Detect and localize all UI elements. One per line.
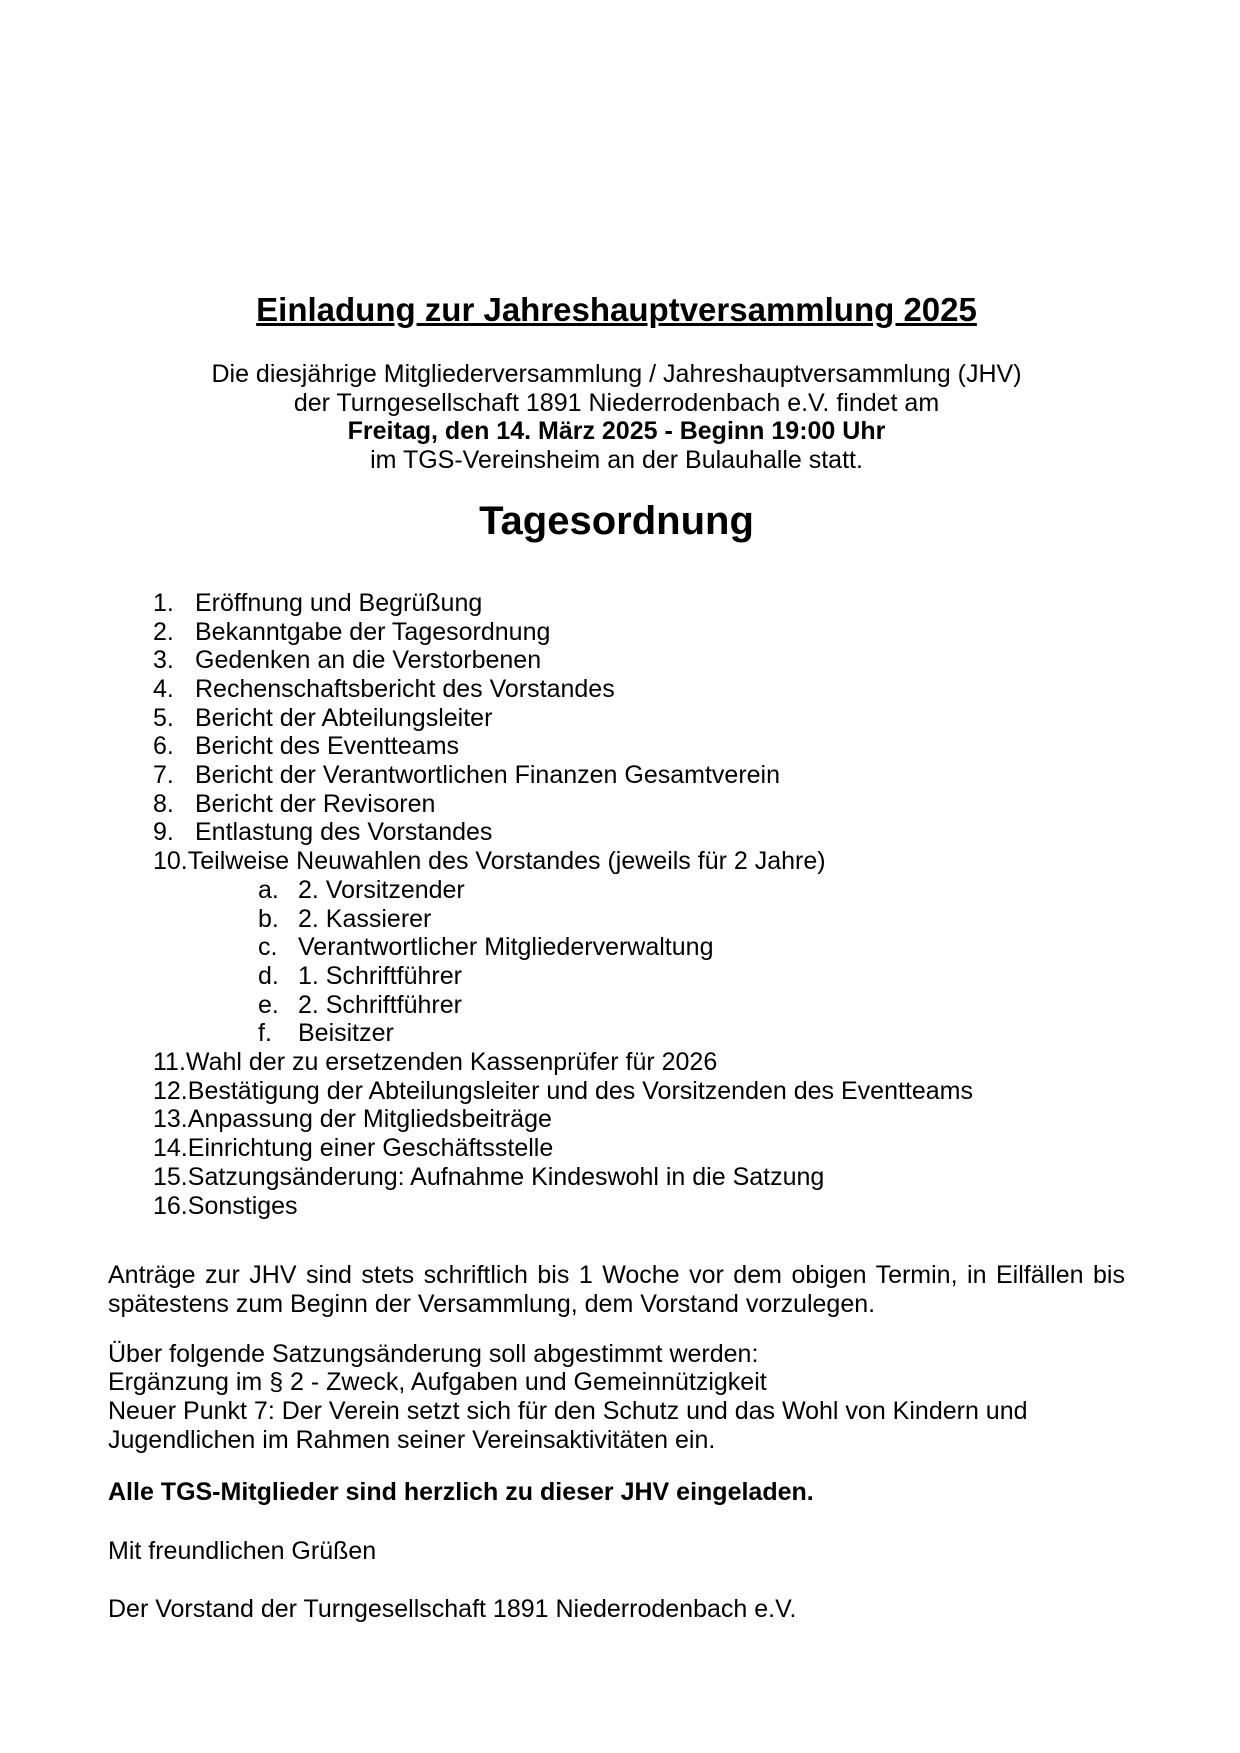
agenda-item xyxy=(108,675,1125,704)
agenda-item-text: Bericht der Revisoren xyxy=(195,789,436,818)
agenda-subitem-letter: e. xyxy=(258,990,279,1019)
agenda-item-number: 1. xyxy=(153,588,174,617)
agenda-item xyxy=(108,589,1125,618)
agenda-item-text: Wahl der zu ersetzenden Kassenprüfer für 2026 xyxy=(185,1048,718,1077)
agenda-subitem xyxy=(108,1019,1125,1048)
agenda-item-number: 10. xyxy=(153,847,188,876)
agenda-subitem-letter: d. xyxy=(258,961,279,990)
agenda-item-text: Satzungsänderung: Aufnahme Kindeswohl in die Satzung xyxy=(187,1162,825,1191)
agenda-item xyxy=(108,704,1125,733)
agenda-item-number: 15. xyxy=(153,1162,188,1191)
agenda-item xyxy=(108,1192,1125,1221)
paragraph-invitation: Alle TGS-Mitglieder sind herzlich zu dieser JHV eingeladen. xyxy=(108,1477,814,1506)
agenda-item xyxy=(108,761,1125,790)
agenda-subitem xyxy=(108,991,1125,1020)
agenda-item-number: 11. xyxy=(153,1048,186,1077)
agenda-item-number: 8. xyxy=(153,789,174,818)
agenda-item-text: Bekanntgabe der Tagesordnung xyxy=(195,617,551,646)
agenda-item xyxy=(108,1134,1125,1163)
agenda-item xyxy=(108,1077,1125,1106)
agenda-subitem xyxy=(108,962,1125,991)
satzung-line-3: Neuer Punkt 7: Der Verein setzt sich für den Schutz und das Wohl von Kindern und Jugendlichen im Rahmen seiner Vereinsaktivitäten ein. xyxy=(108,1397,1028,1454)
agenda-item-number: 3. xyxy=(153,646,174,675)
agenda-item-text: Einrichtung einer Geschäftsstelle xyxy=(187,1134,554,1163)
intro-line-location: im TGS-Vereinsheim an der Bulauhalle statt. xyxy=(370,446,863,475)
agenda-item-number: 7. xyxy=(153,761,174,790)
agenda-subitem-text: Verantwortlicher Mitgliederverwaltung xyxy=(298,933,714,962)
agenda-subitem-text: 2. Vorsitzender xyxy=(298,875,465,904)
agenda-item xyxy=(108,1048,1125,1077)
agenda-item xyxy=(108,818,1125,847)
agenda-item xyxy=(108,646,1125,675)
satzung-line-1: Über folgende Satzungsänderung soll abgestimmt werden: xyxy=(108,1339,759,1368)
agenda-heading: Tagesordnung xyxy=(479,498,754,543)
intro-block xyxy=(108,360,1125,475)
agenda-item-number: 9. xyxy=(153,818,174,847)
intro-line-1: Die diesjährige Mitgliederversammlung / Jahreshauptversammlung (JHV) xyxy=(211,360,1022,388)
agenda-item-number: 5. xyxy=(153,703,174,732)
paragraph-satzungsaenderung xyxy=(108,1340,1125,1455)
agenda-item-text: Anpassung der Mitgliedsbeiträge xyxy=(187,1105,552,1134)
agenda-subitem-text: 2. Kassierer xyxy=(298,904,432,933)
agenda-item-number: 14. xyxy=(153,1134,188,1163)
agenda-item-text: Bericht des Eventteams xyxy=(195,732,460,761)
agenda-item-text: Bestätigung der Abteilungsleiter und des Vorsitzenden des Eventteams xyxy=(187,1076,973,1105)
satzung-line-2: Ergänzung im § 2 - Zweck, Aufgaben und Gemeinnützigkeit xyxy=(108,1368,767,1397)
agenda-item xyxy=(108,1105,1125,1134)
agenda-item-text: Teilweise Neuwahlen des Vorstandes (jeweils für 2 Jahre) xyxy=(187,847,826,876)
intro-line-date: Freitag, den 14. März 2025 - Beginn 19:00 Uhr xyxy=(347,417,886,446)
agenda-item-number: 2. xyxy=(153,617,174,646)
agenda-subitem xyxy=(108,933,1125,962)
paragraph-antraege: Anträge zur JHV sind stets schriftlich bis 1 Woche vor dem obigen Termin, in Eilfällen bis spätestens zum Beginn der Versammlung, dem Vorstand vorzulegen. xyxy=(108,1261,1125,1318)
agenda-item xyxy=(108,618,1125,647)
agenda-item-number: 13. xyxy=(153,1105,188,1134)
agenda-subitem-text: Beisitzer xyxy=(298,1019,394,1048)
agenda-item-text: Bericht der Abteilungsleiter xyxy=(195,703,493,732)
agenda-item-text: Entlastung des Vorstandes xyxy=(195,818,493,847)
agenda-item-number: 6. xyxy=(153,732,174,761)
agenda-subitem-letter: c. xyxy=(258,933,278,962)
agenda-subitem-text: 1. Schriftführer xyxy=(298,961,462,990)
intro-line-2: der Turngesellschaft 1891 Niederrodenbach e.V. findet am xyxy=(293,388,940,417)
agenda-item-number: 4. xyxy=(153,674,174,703)
agenda-item-text: Gedenken an die Verstorbenen xyxy=(195,646,542,675)
agenda-subitem xyxy=(108,905,1125,934)
agenda-item-text: Bericht der Verantwortlichen Finanzen Gesamtverein xyxy=(195,761,781,790)
agenda-item xyxy=(108,847,1125,876)
agenda-item-number: 12. xyxy=(153,1076,188,1105)
agenda-item xyxy=(108,790,1125,819)
agenda-subitem-letter: a. xyxy=(258,875,279,904)
agenda-item-text: Eröffnung und Begrüßung xyxy=(195,588,483,617)
paragraph-closing: Mit freundlichen Grüßen xyxy=(108,1537,377,1566)
agenda-subitem-letter: b. xyxy=(258,904,279,933)
agenda-item xyxy=(108,1163,1125,1192)
agenda-subitem-text: 2. Schriftführer xyxy=(298,990,462,1019)
agenda-subitem xyxy=(108,876,1125,905)
agenda-item xyxy=(108,732,1125,761)
agenda-item-number: 16. xyxy=(153,1191,188,1220)
agenda-item-text: Sonstiges xyxy=(187,1191,298,1220)
document-title: Einladung zur Jahreshauptversammlung 2025 xyxy=(256,291,977,328)
agenda-subitem-letter: f. xyxy=(258,1019,272,1048)
paragraph-signature: Der Vorstand der Turngesellschaft 1891 Niederrodenbach e.V. xyxy=(108,1594,797,1623)
agenda-item-text: Rechenschaftsbericht des Vorstandes xyxy=(195,674,615,703)
agenda-list xyxy=(108,589,1125,1220)
